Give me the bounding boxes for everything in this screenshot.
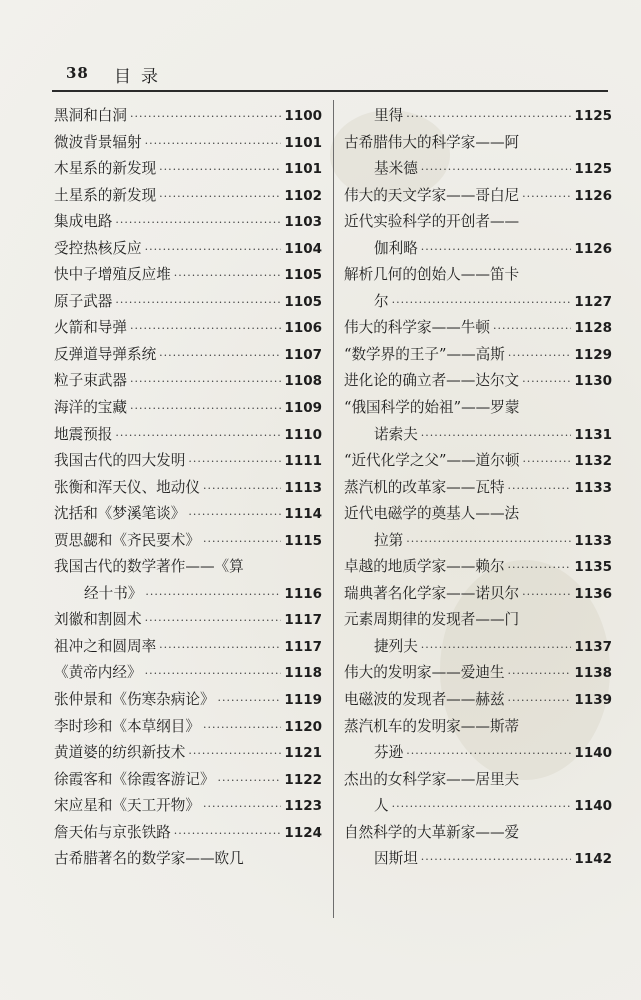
toc-entry-title: “近代化学之父”——道尔顿 — [344, 452, 520, 470]
toc-entry-title: 黑洞和白洞 — [54, 107, 127, 124]
toc-entry-page: 1105 — [284, 267, 322, 284]
toc-entry-page: 1102 — [284, 187, 322, 204]
dot-leader — [115, 423, 281, 450]
toc-entry — [344, 395, 612, 422]
toc-entry-page: 1139 — [574, 692, 612, 709]
toc-entry-title: 张衡和浑天仪、地动仪 — [54, 478, 200, 496]
dot-leader — [145, 237, 282, 264]
toc-entry-title: 里得 — [374, 107, 404, 124]
toc-entry-title: 瑞典著名化学家——诺贝尔 — [344, 584, 520, 602]
toc-entry — [344, 342, 612, 369]
toc-entry — [344, 634, 612, 661]
toc-entry — [344, 528, 612, 555]
toc-entry-title: 人 — [374, 797, 389, 815]
dot-leader — [145, 582, 281, 609]
toc-entry-title: 卓越的地质学家——赖尔 — [344, 558, 505, 576]
toc-entry-page: 1122 — [284, 771, 322, 788]
toc-entry — [54, 130, 322, 157]
toc-entry-title: 土星系的新发现 — [54, 186, 157, 204]
toc-entry — [54, 315, 322, 342]
dot-leader — [145, 608, 282, 635]
dot-leader — [392, 794, 572, 821]
toc-entry-title: 原子武器 — [54, 292, 113, 310]
toc-entry-page: 1115 — [284, 532, 322, 549]
toc-entry-title: 杰出的女科学家——居里夫 — [344, 770, 520, 788]
toc-entry-title: 古希腊著名的数学家——欧几 — [54, 850, 244, 868]
toc-entry — [54, 660, 322, 687]
toc-entry — [344, 820, 612, 847]
toc-entry-title: 李时珍和《本草纲目》 — [54, 717, 200, 735]
toc-entry-page: 1140 — [574, 798, 612, 815]
column-divider — [333, 100, 334, 918]
dot-leader — [203, 529, 281, 556]
toc-entry-page: 1100 — [284, 108, 322, 124]
toc-entry-page: 1138 — [574, 665, 612, 682]
dot-leader — [130, 104, 281, 131]
toc-entry-page: 1105 — [284, 293, 322, 310]
toc-entry — [54, 714, 322, 741]
toc-entry — [54, 422, 322, 449]
toc-entry-title: 拉第 — [374, 531, 404, 549]
toc-entry-page: 1104 — [284, 240, 322, 257]
toc-entry — [54, 581, 322, 608]
toc-entry-title: “俄国科学的始祖”——罗蒙 — [344, 399, 520, 417]
toc-entry — [344, 660, 612, 687]
toc-entry — [344, 209, 612, 236]
toc-entry-page: 1128 — [574, 320, 612, 337]
dot-leader — [218, 688, 282, 715]
dot-leader — [522, 582, 571, 609]
dot-leader — [130, 316, 281, 343]
toc-entry — [54, 501, 322, 528]
toc-entry — [344, 156, 612, 183]
toc-entry-title: 反弹道导弹系统 — [54, 345, 157, 363]
toc-entry — [54, 607, 322, 634]
toc-entry-title: 基米德 — [374, 160, 418, 178]
toc-entry-title: 我国古代的数学著作——《算 — [54, 558, 244, 576]
dot-leader — [392, 290, 572, 317]
dot-leader — [159, 635, 281, 662]
toc-entry — [54, 395, 322, 422]
toc-entry — [344, 687, 612, 714]
toc-entry-page: 1131 — [574, 426, 612, 443]
toc-entry-page: 1125 — [574, 161, 612, 178]
toc-entry — [344, 581, 612, 608]
toc-entry-title: 蒸汽机车的发明家——斯蒂 — [344, 717, 520, 735]
toc-entry-title: 伟大的发明家——爱迪生 — [344, 664, 505, 682]
toc-entry-page: 1135 — [574, 559, 612, 576]
dot-leader — [203, 794, 281, 821]
toc-entry-page: 1117 — [284, 612, 322, 629]
dot-leader — [421, 237, 572, 264]
toc-entry-title: 诺索夫 — [374, 425, 418, 443]
toc-entry-title: 粒子束武器 — [54, 372, 127, 390]
toc-entry-page: 1120 — [284, 718, 322, 735]
toc-entry-page: 1132 — [574, 453, 612, 470]
toc-entry-title: 宋应星和《天工开物》 — [54, 797, 200, 815]
toc-entry — [54, 793, 322, 820]
toc-entry-page: 1119 — [284, 692, 322, 709]
page-header — [66, 60, 606, 90]
toc-entry-title: “数学界的王子”——高斯 — [344, 345, 505, 363]
toc-entry — [344, 607, 612, 634]
toc-entry-page: 1133 — [574, 532, 612, 549]
toc-entry-title: 《黄帝内经》 — [54, 664, 142, 682]
toc-entry-title: 木星系的新发现 — [54, 160, 157, 178]
toc-entry-page: 1117 — [284, 638, 322, 655]
header-rule — [52, 90, 608, 92]
toc-entry — [344, 315, 612, 342]
toc-entry-page: 1140 — [574, 745, 612, 762]
toc-entry — [54, 183, 322, 210]
dot-leader — [159, 157, 281, 184]
toc-entry-page: 1123 — [284, 798, 322, 815]
toc-entry — [54, 289, 322, 316]
dot-leader — [421, 157, 572, 184]
toc-entry-page: 1118 — [284, 665, 322, 682]
toc-entry — [344, 793, 612, 820]
toc-entry — [344, 368, 612, 395]
toc-entry-page: 1126 — [574, 187, 612, 204]
toc-entry-page: 1101 — [284, 134, 322, 151]
dot-leader — [508, 343, 572, 370]
toc-entry-title: 尔 — [374, 292, 389, 310]
dot-leader — [508, 661, 572, 688]
toc-entry-title: 微波背景辐射 — [54, 133, 142, 151]
dot-leader — [421, 847, 572, 874]
toc-entry-page: 1142 — [574, 851, 612, 868]
toc-entry-page: 1114 — [284, 506, 322, 523]
dot-leader — [508, 555, 572, 582]
dot-leader — [406, 741, 571, 768]
toc-entry — [54, 262, 322, 289]
toc-entry-title: 地震预报 — [54, 425, 113, 443]
dot-leader — [115, 290, 281, 317]
toc-entry-title: 经十书》 — [84, 584, 143, 602]
toc-entry-title: 张仲景和《伤寒杂病论》 — [54, 691, 215, 709]
toc-entry — [344, 236, 612, 263]
toc-entry-page: 1110 — [284, 426, 322, 443]
toc-entry-page: 1109 — [284, 400, 322, 417]
dot-leader — [522, 184, 571, 211]
toc-entry — [54, 368, 322, 395]
dot-leader — [522, 369, 571, 396]
toc-entry-title: 伟大的天文学家——哥白尼 — [344, 186, 520, 204]
dot-leader — [188, 449, 281, 476]
page-title: 目录 — [114, 67, 168, 87]
dot-leader — [406, 104, 571, 131]
dot-leader — [218, 768, 282, 795]
toc-entry — [54, 156, 322, 183]
toc-entry-page: 1124 — [284, 824, 322, 841]
toc-entry — [344, 448, 612, 475]
toc-entry-title: 自然科学的大革新家——爱 — [344, 823, 520, 841]
toc-left-column — [54, 103, 322, 873]
toc-entry — [54, 209, 322, 236]
toc-entry — [54, 740, 322, 767]
toc-entry — [54, 687, 322, 714]
toc-entry-page: 1136 — [574, 585, 612, 602]
dot-leader — [145, 661, 282, 688]
toc-entry — [54, 820, 322, 847]
toc-entry-page: 1130 — [574, 373, 612, 390]
toc-entry-title: 我国古代的四大发明 — [54, 452, 186, 470]
toc-entry-page: 1133 — [574, 479, 612, 496]
dot-leader — [508, 476, 572, 503]
toc-entry-page: 1127 — [574, 293, 612, 310]
toc-entry — [54, 528, 322, 555]
toc-entry — [54, 767, 322, 794]
toc-entry — [54, 236, 322, 263]
toc-entry-page: 1126 — [574, 240, 612, 257]
toc-entry-title: 刘徽和割圆术 — [54, 611, 142, 629]
dot-leader — [421, 635, 572, 662]
toc-entry-title: 受控热核反应 — [54, 239, 142, 257]
dot-leader — [493, 316, 571, 343]
toc-entry — [54, 554, 322, 581]
toc-entry-title: 祖冲之和圆周率 — [54, 637, 157, 655]
toc-entry-title: 因斯坦 — [374, 850, 418, 868]
toc-entry-page: 1113 — [284, 479, 322, 496]
toc-entry-title: 近代电磁学的奠基人——法 — [344, 505, 520, 523]
toc-entry — [344, 422, 612, 449]
toc-entry — [54, 846, 322, 873]
toc-entry-title: 贾思勰和《齐民要术》 — [54, 531, 200, 549]
toc-entry-title: 元素周期律的发现者——门 — [344, 611, 520, 629]
toc-entry-title: 沈括和《梦溪笔谈》 — [54, 505, 186, 523]
toc-entry-title: 古希腊伟大的科学家——阿 — [344, 133, 520, 151]
dot-leader — [130, 369, 281, 396]
toc-entry-title: 伽利略 — [374, 239, 418, 257]
toc-entry-page: 1121 — [284, 745, 322, 762]
toc-entry — [54, 342, 322, 369]
toc-entry-page: 1111 — [284, 453, 322, 470]
dot-leader — [130, 396, 281, 423]
toc-entry-title: 进化论的确立者——达尔文 — [344, 372, 520, 390]
dot-leader — [522, 449, 571, 476]
dot-leader — [115, 210, 281, 237]
dot-leader — [421, 423, 572, 450]
toc-entry-page: 1107 — [284, 346, 322, 363]
toc-right-column — [344, 103, 612, 873]
dot-leader — [188, 502, 281, 529]
page-number: 38 — [66, 64, 89, 82]
toc-entry — [54, 448, 322, 475]
toc-entry-page: 1103 — [284, 214, 322, 231]
toc-entry-title: 快中子增殖反应堆 — [54, 266, 171, 284]
toc-entry-title: 芬逊 — [374, 744, 404, 762]
toc-entry-title: 捷列夫 — [374, 637, 418, 655]
toc-entry — [344, 714, 612, 741]
toc-entry — [344, 846, 612, 873]
toc-entry — [344, 740, 612, 767]
dot-leader — [203, 476, 281, 503]
toc-entry-page: 1137 — [574, 638, 612, 655]
toc-entry-page: 1129 — [574, 346, 612, 363]
toc-entry — [54, 103, 322, 130]
dot-leader — [145, 131, 282, 158]
toc-entry-page: 1106 — [284, 320, 322, 337]
toc-entry — [344, 103, 612, 130]
toc-entry — [344, 130, 612, 157]
toc-entry — [344, 501, 612, 528]
toc-entry — [344, 183, 612, 210]
toc-entry-title: 电磁波的发现者——赫兹 — [344, 691, 505, 709]
toc-entry-page: 1116 — [284, 585, 322, 602]
dot-leader — [174, 821, 282, 848]
toc-entry-title: 近代实验科学的开创者—— — [344, 213, 520, 231]
toc-entry — [344, 767, 612, 794]
toc-entry-title: 黄道婆的纺织新技术 — [54, 744, 186, 762]
toc-entry-title: 詹天佑与京张铁路 — [54, 823, 171, 841]
dot-leader — [508, 688, 572, 715]
dot-leader — [203, 715, 281, 742]
dot-leader — [159, 343, 281, 370]
toc-entry — [344, 262, 612, 289]
dot-leader — [174, 263, 282, 290]
toc-entry-title: 徐霞客和《徐霞客游记》 — [54, 770, 215, 788]
dot-leader — [188, 741, 281, 768]
dot-leader — [159, 184, 281, 211]
dot-leader — [406, 529, 571, 556]
toc-entry — [54, 634, 322, 661]
toc-entry-title: 海洋的宝藏 — [54, 399, 127, 417]
toc-entry — [344, 475, 612, 502]
toc-entry-page: 1108 — [284, 373, 322, 390]
toc-entry-title: 蒸汽机的改革家——瓦特 — [344, 478, 505, 496]
toc-entry-title: 解析几何的创始人——笛卡 — [344, 266, 520, 284]
toc-entry-title: 伟大的科学家——牛顿 — [344, 319, 490, 337]
toc-entry-title: 集成电路 — [54, 213, 113, 231]
toc-entry — [344, 289, 612, 316]
toc-entry — [54, 475, 322, 502]
toc-entry-title: 火箭和导弹 — [54, 319, 127, 337]
toc-entry-page: 1101 — [284, 161, 322, 178]
toc-entry — [344, 554, 612, 581]
toc-entry-page: 1125 — [574, 108, 612, 124]
